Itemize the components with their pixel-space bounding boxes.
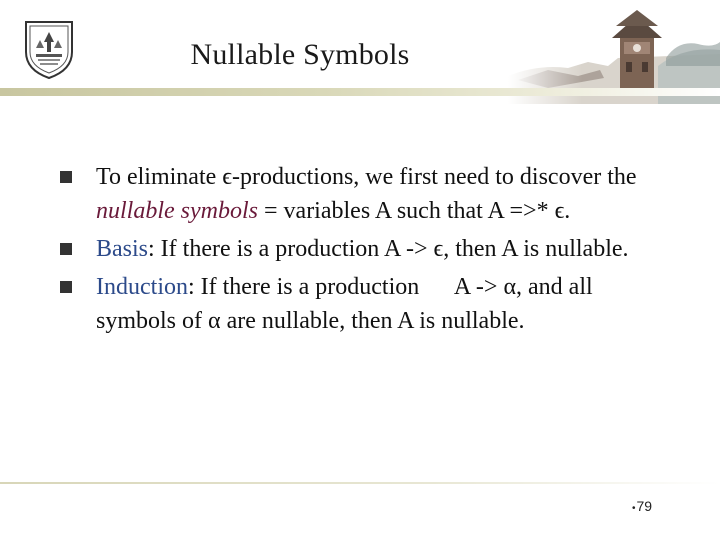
bullet-text: : If there is a production A -> α, and all symbols of α are nullable, then A is nullable. [96,274,599,334]
square-bullet-icon [60,171,72,183]
list-item [58,160,668,228]
nullable-symbols-term: nullable symbols [96,198,264,224]
square-bullet-icon [60,243,72,255]
bullet-list [58,160,668,342]
bullet-text: = variables A such that A =>* ϵ. [264,198,571,224]
list-item [58,270,668,338]
basis-term: Basis [96,236,149,262]
bullet-text: To eliminate ϵ-productions, we first need to discover the [96,164,637,190]
page-dot-icon: • [632,503,636,514]
slide-title: Nullable Symbols [190,38,410,71]
header-divider [0,88,720,96]
footer-divider [0,482,720,484]
square-bullet-icon [60,281,72,293]
list-item [58,232,668,266]
bullet-text: : If there is a production A -> ϵ, then A is nullable. [148,236,629,262]
induction-term: Induction [96,274,188,300]
slide-header [0,0,720,98]
page-number-value: 79 [636,498,653,514]
page-number [632,498,652,514]
